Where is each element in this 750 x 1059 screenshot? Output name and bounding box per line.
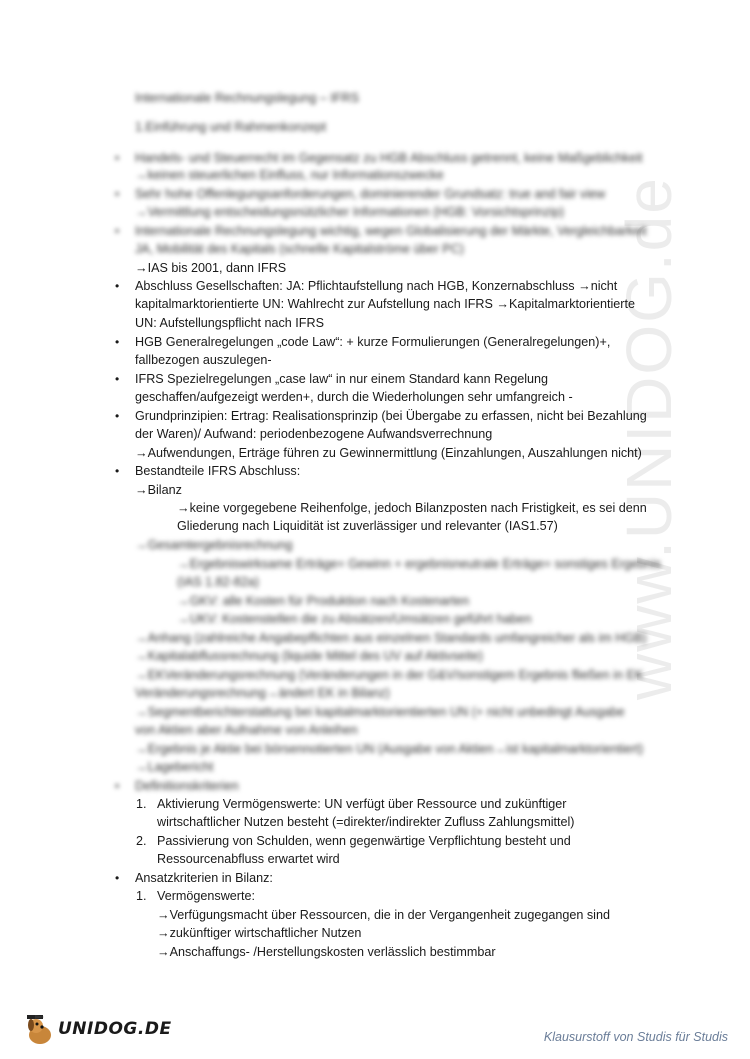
list-number: 1. [136, 797, 147, 811]
text-line: wirtschaftlicher Nutzen besteht (=direkter/indirekter Zufluss Zahlungsmittel) [157, 815, 575, 829]
text-line: Gliederung nach Liquidität ist zuverlässiger und relevanter (IAS1.57) [177, 519, 558, 533]
text-line: Internationale Rechnungslegung wichtig, wegen Globalisierung der Märkte, Vergleichbarkeit [135, 224, 647, 238]
logo-text: UNIDOG.DE [58, 1019, 172, 1039]
text-line: Bestandteile IFRS Abschluss: [135, 464, 301, 478]
text-line: Handels- und Steuerrecht im Gegensatz zu HGB Abschluss getrennt, keine Maßgeblichkeit [135, 151, 643, 165]
text-line: Grundprinzipien: Ertrag: Realisationsprinzip (bei Übergabe zu erfassen, nicht bei Bezahlung [135, 409, 647, 423]
bullet-marker: • [115, 224, 120, 238]
text-line: →Aufwendungen, Erträge führen zu Gewinnermittlung (Einzahlungen, Auszahlungen nicht) [135, 446, 642, 460]
logo [22, 1013, 172, 1049]
text-line: der Waren)/ Aufwand: periodenbezogene Aufwandsverrechnung [135, 427, 493, 441]
text-line: Abschluss Gesellschaften: JA: Pflichtaufstellung nach HGB, Konzernabschluss →nicht [135, 279, 618, 293]
text-line: →keine vorgegebene Reihenfolge, jedoch Bilanzposten nach Fristigkeit, es sei denn [177, 501, 647, 515]
text-line: →Anhang (zahlreiche Angabepflichten aus einzelnen Standards umfangreicher als im HGB) [135, 631, 647, 645]
text-line: (IAS 1.82-82a) [177, 575, 259, 589]
dog-icon [22, 1013, 58, 1049]
bullet-marker: • [115, 335, 120, 349]
text-line: Aktivierung Vermögenswerte: UN verfügt über Ressource und zukünftiger [157, 797, 567, 811]
list-number: 2. [136, 834, 147, 848]
text-line: →Gesamtergebnisrechnung [135, 538, 293, 552]
text-line: →Segmentberichterstattung bei kapitalmarktorientierten UN (+ nicht unbedingt Ausgabe [135, 705, 625, 719]
text-line: IFRS Spezielregelungen „case law“ in nur einem Standard kann Regelung [135, 372, 549, 386]
bullet-marker: • [115, 372, 120, 386]
text-line: →Vermittlung entscheidungsnützlicher Informationen (HGB: Vorsichtsprinzip) [135, 205, 565, 219]
text-line: geschaffen/aufgezeigt werden+, durch die Wiederholungen sehr umfangreich - [135, 390, 573, 404]
text-line: →Ergebnis je Aktie bei börsennotierten UN (Ausgabe von Aktien→ist kapitalmarktorientiert) [135, 742, 644, 756]
text-line: Vermögenswerte: [157, 889, 256, 903]
text-line: JA, Mobilität des Kapitals (schnelle Kapitalströme über PC) [135, 242, 464, 256]
bullet-marker: • [115, 409, 120, 423]
bullet-marker: • [115, 187, 120, 201]
text-line: Passivierung von Schulden, wenn gegenwärtige Verpflichtung besteht und [157, 834, 571, 848]
footer-tagline: Klausurstoff von Studis für Studis [543, 1030, 728, 1044]
bullet-marker: • [115, 151, 120, 165]
text-line: →zukünftiger wirtschaftlicher Nutzen [157, 926, 362, 940]
list-number: 1. [136, 889, 147, 903]
text-line: UN: Aufstellungspflicht nach IFRS [135, 316, 324, 330]
bullet-marker: • [115, 871, 120, 885]
text-line: →Kapitalabflussrechnung (liquide Mittel des UV auf Aktivseite) [135, 649, 483, 663]
text-line: →Bilanz [135, 483, 182, 497]
text-line: Internationale Rechnungslegung – IFRS [135, 91, 360, 105]
text-line: →EKVeränderungsrechnung (Veränderungen in der G&V/sonstigem Ergebnis fließen in EK [135, 668, 644, 682]
text-line: HGB Generalregelungen „code Law“: + kurze Formulierungen (Generalregelungen)+, [135, 335, 611, 349]
text-line: Ressourcenabfluss erwartet wird [157, 852, 340, 866]
bullet-marker: • [115, 779, 120, 793]
text-line: von Aktien aber Aufnahme von Anleihen [135, 723, 358, 737]
text-line: →Verfügungsmacht über Ressourcen, die in der Vergangenheit zugegangen sind [157, 908, 610, 922]
text-line: →UKV: Kostenstellen die zu Absätzen/Umsätzen geführt haben [177, 612, 532, 626]
text-line: kapitalmarktorientierte UN: Wahlrecht zur Aufstellung nach IFRS →Kapitalmarktorientierte [135, 297, 635, 311]
text-line: →Ergebniswirksame Erträge= Gewinn + ergebnisneutrale Erträge= sonstiges Ergebnis [177, 557, 662, 571]
bullet-marker: • [115, 279, 120, 293]
text-line: 1.Einführung und Rahmenkonzept [135, 120, 327, 134]
text-line: Sehr hohe Offenlegungsanforderungen, dominierender Grundsatz: true and fair view [135, 187, 606, 201]
text-line: Definitionskriterien [135, 779, 239, 793]
text-line: →IAS bis 2001, dann IFRS [135, 261, 287, 275]
text-line: fallbezogen auszulegen- [135, 353, 272, 367]
text-line: →keinen steuerlichen Einfluss, nur Informationszwecke [135, 168, 444, 182]
bullet-marker: • [115, 464, 120, 478]
text-line: Ansatzkriterien in Bilanz: [135, 871, 273, 885]
text-line: →Lagebericht [135, 760, 214, 774]
watermark: www.UNIDOG.de [613, 176, 685, 700]
text-line: Veränderungsrechnung→ändert EK in Bilanz) [135, 686, 390, 700]
text-line: →Anschaffungs- /Herstellungskosten verlässlich bestimmbar [157, 945, 496, 959]
text-line: →GKV: alle Kosten für Produktion nach Kostenarten [177, 594, 470, 608]
